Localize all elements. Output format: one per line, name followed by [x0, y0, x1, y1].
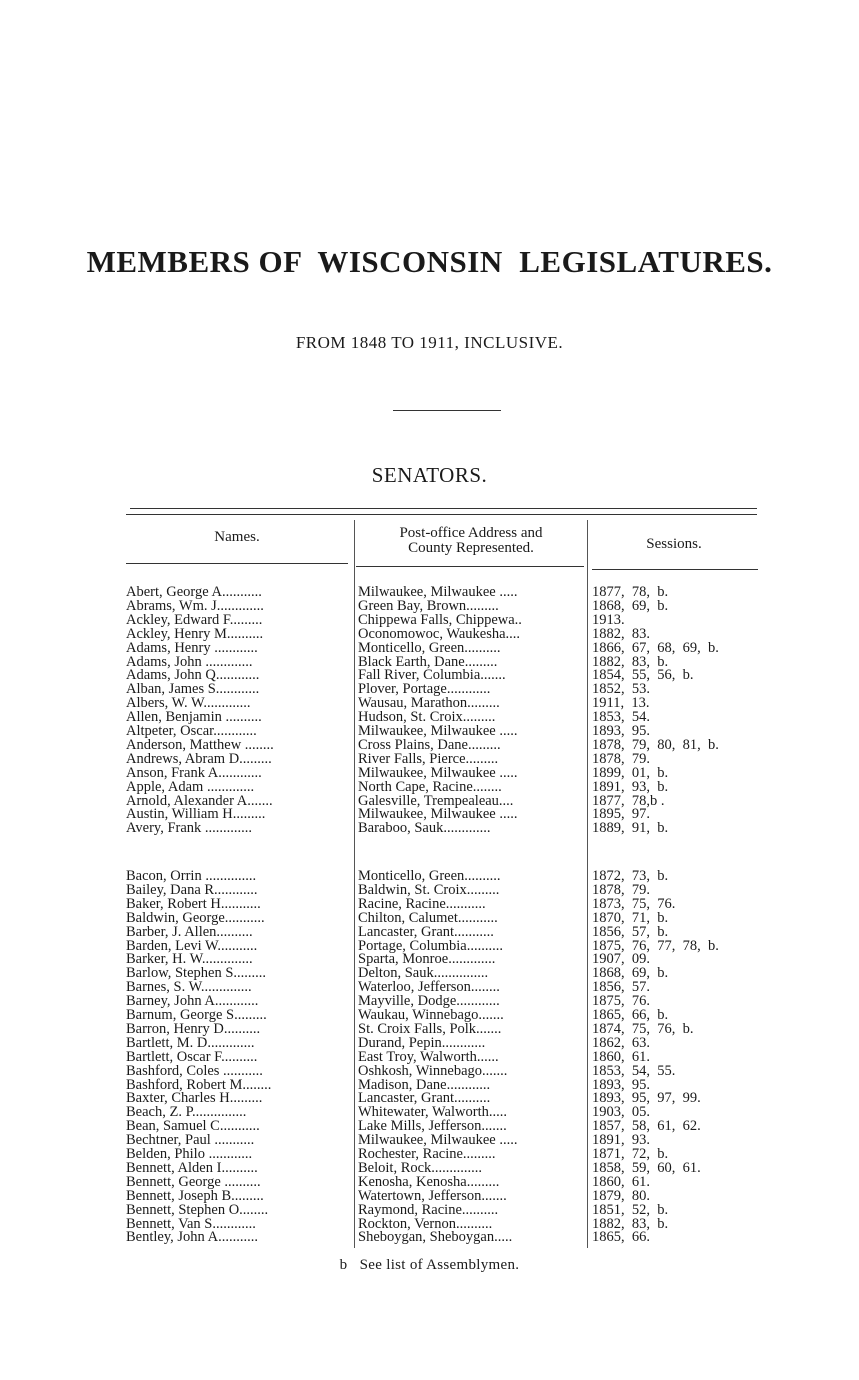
senator-sessions: 1907, 09.	[592, 952, 650, 967]
table-row	[0, 585, 859, 599]
senator-sessions: 1878, 79, 80, 81, b.	[592, 737, 719, 752]
header-address	[356, 526, 586, 556]
senator-sessions: 1882, 83, b.	[592, 1216, 669, 1231]
table-row	[0, 655, 859, 669]
table-top-rule-2	[126, 514, 757, 515]
table-row	[0, 1175, 859, 1189]
senator-name: Baxter, Charles H.........	[126, 1091, 263, 1106]
senator-name: Andrews, Abram D.........	[126, 751, 272, 766]
senator-address: Chilton, Calumet...........	[358, 910, 498, 925]
senator-sessions: 1865, 66, b.	[592, 1008, 669, 1022]
senator-sessions: 1878, 79.	[592, 882, 650, 897]
senator-address: Baraboo, Sauk.............	[358, 821, 491, 836]
senator-name: Bennett, Van S............	[126, 1216, 256, 1231]
senator-name: Barnum, George S.........	[126, 1008, 267, 1022]
table-row	[0, 1036, 859, 1050]
senator-sessions: 1882, 83.	[592, 626, 650, 641]
table-row	[0, 668, 859, 682]
table-row	[0, 821, 859, 835]
senator-address: Oshkosh, Winnebago.......	[358, 1063, 508, 1078]
header-rule	[126, 563, 348, 564]
senator-address: Milwaukee, Milwaukee .....	[358, 765, 518, 780]
senator-sessions: 1913.	[592, 612, 625, 627]
table-row	[0, 1008, 859, 1022]
table-row	[0, 696, 859, 710]
senator-name: Baker, Robert H...........	[126, 896, 261, 911]
senator-sessions: 1878, 79.	[592, 751, 650, 766]
senator-address: Cross Plains, Dane.........	[358, 737, 501, 752]
senator-address: Hudson, St. Croix.........	[358, 710, 496, 725]
table-row	[0, 1078, 859, 1092]
senator-name: Beach, Z. P...............	[126, 1105, 247, 1120]
table-row	[0, 1022, 859, 1036]
senator-address: North Cape, Racine........	[358, 779, 502, 794]
senator-name: Bennett, Stephen O........	[126, 1202, 269, 1217]
senator-address: Whitewater, Walworth.....	[358, 1105, 507, 1120]
senator-address: Lancaster, Grant...........	[358, 924, 494, 939]
senator-sessions: 1853, 54, 55.	[592, 1063, 676, 1078]
table-row	[0, 911, 859, 925]
senator-name: Bashford, Robert M........	[126, 1077, 272, 1092]
senator-name: Barber, J. Allen..........	[126, 924, 253, 939]
table-row	[0, 1217, 859, 1231]
senator-address: Lancaster, Grant..........	[358, 1091, 491, 1106]
table-row	[0, 752, 859, 766]
senator-sessions: 1879, 80.	[592, 1188, 650, 1203]
senator-name: Baldwin, George...........	[126, 910, 265, 925]
senator-sessions: 1899, 01, b.	[592, 765, 669, 780]
senator-address: Monticello, Green..........	[358, 640, 501, 655]
senator-address: Rochester, Racine.........	[358, 1147, 496, 1161]
header-rule	[592, 569, 758, 570]
senator-sessions: 1871, 72, b.	[592, 1147, 669, 1161]
footnote: b See list of Assemblymen.	[339, 1257, 520, 1273]
senator-sessions: 1860, 61.	[592, 1049, 650, 1064]
senator-address: Delton, Sauk...............	[358, 966, 489, 981]
table-row	[0, 682, 859, 696]
senator-address: Waukau, Winnebago.......	[358, 1008, 504, 1022]
senator-name: Bennett, George ..........	[126, 1174, 261, 1189]
senator-name: Barnes, S. W..............	[126, 980, 252, 995]
table-row	[0, 966, 859, 980]
table-row	[0, 724, 859, 738]
table-row	[0, 952, 859, 966]
senator-sessions: 1903, 05.	[592, 1105, 650, 1120]
senator-sessions: 1865, 66.	[592, 1230, 650, 1245]
senator-name: Altpeter, Oscar............	[126, 724, 257, 738]
senator-sessions: 1851, 52, b.	[592, 1202, 669, 1217]
table-row	[0, 613, 859, 627]
senator-address: Galesville, Trempealeau....	[358, 793, 514, 808]
senator-sessions: 1895, 97.	[592, 807, 650, 822]
senator-address: Durand, Pepin............	[358, 1035, 486, 1050]
title-divider	[393, 410, 501, 411]
table-row	[0, 794, 859, 808]
senator-sessions: 1858, 59, 60, 61.	[592, 1160, 701, 1175]
senator-address: Madison, Dane............	[358, 1077, 491, 1092]
senator-sessions: 1893, 95.	[592, 724, 650, 738]
senator-sessions: 1866, 67, 68, 69, b.	[592, 640, 719, 655]
senator-name: Albers, W. W.............	[126, 696, 251, 711]
table-row	[0, 883, 859, 897]
senator-sessions: 1877, 78,b .	[592, 793, 665, 808]
senator-address: Baldwin, St. Croix.........	[358, 882, 500, 897]
senator-sessions: 1854, 55, 56, b.	[592, 668, 694, 683]
senator-sessions: 1856, 57.	[592, 980, 650, 995]
table-row	[0, 1133, 859, 1147]
senator-sessions: 1852, 53.	[592, 682, 650, 697]
senator-sessions: 1860, 61.	[592, 1174, 650, 1189]
senator-name: Bennett, Joseph B.........	[126, 1188, 264, 1203]
header-address-line1: Post-office Address and	[399, 525, 543, 541]
senator-name: Arnold, Alexander A.......	[126, 793, 273, 808]
senator-address: St. Croix Falls, Polk.......	[358, 1021, 502, 1036]
header-sessions: Sessions.	[646, 536, 702, 552]
senator-sessions: 1875, 76.	[592, 994, 650, 1009]
table-row	[0, 897, 859, 911]
table-row	[0, 599, 859, 613]
senator-name: Austin, William H.........	[126, 807, 266, 822]
section-heading: SENATORS.	[371, 463, 488, 487]
senator-name: Abert, George A...........	[126, 585, 262, 599]
senator-name: Bartlett, M. D.............	[126, 1035, 255, 1050]
senator-address: Sheboygan, Sheboygan.....	[358, 1230, 513, 1245]
senator-sessions: 1911, 13.	[592, 696, 650, 711]
senator-sessions: 1877, 78, b.	[592, 585, 669, 599]
senator-address: Chippewa Falls, Chippewa..	[358, 612, 522, 627]
senator-sessions: 1889, 91, b.	[592, 821, 669, 836]
senator-address: Milwaukee, Milwaukee .....	[358, 724, 518, 738]
senator-sessions: 1891, 93, b.	[592, 779, 669, 794]
senator-name: Alban, James S............	[126, 682, 260, 697]
table-row	[0, 627, 859, 641]
page-title: MEMBERS OF WISCONSIN LEGISLATURES.	[86, 244, 773, 279]
senator-sessions: 1873, 75, 76.	[592, 896, 676, 911]
senator-name: Abrams, Wm. J.............	[126, 598, 264, 613]
senator-name: Avery, Frank .............	[126, 821, 253, 836]
senator-name: Apple, Adam .............	[126, 779, 255, 794]
senator-name: Adams, John Q............	[126, 668, 260, 683]
senator-name: Barden, Levi W...........	[126, 938, 258, 953]
senator-address: Milwaukee, Milwaukee .....	[358, 807, 518, 822]
senator-address: Beloit, Rock..............	[358, 1160, 483, 1175]
table-row	[0, 1230, 859, 1244]
senator-address: Raymond, Racine..........	[358, 1202, 499, 1217]
table-row	[0, 641, 859, 655]
senator-sessions: 1868, 69, b.	[592, 598, 669, 613]
senator-name: Bentley, John A...........	[126, 1230, 258, 1245]
senator-name: Ackley, Edward F.........	[126, 612, 263, 627]
table-row	[0, 1050, 859, 1064]
senator-address: Rockton, Vernon..........	[358, 1216, 493, 1231]
table-row	[0, 1147, 859, 1161]
senator-address: Kenosha, Kenosha.........	[358, 1174, 500, 1189]
senator-address: Portage, Columbia..........	[358, 938, 503, 953]
senator-address: Black Earth, Dane.........	[358, 654, 498, 669]
senator-name: Barron, Henry D..........	[126, 1021, 261, 1036]
senator-name: Belden, Philo ............	[126, 1147, 253, 1161]
senator-address: Milwaukee, Milwaukee .....	[358, 585, 518, 599]
senator-name: Allen, Benjamin ..........	[126, 710, 262, 725]
senator-name: Ackley, Henry M..........	[126, 626, 264, 641]
senator-sessions: 1893, 95.	[592, 1077, 650, 1092]
senator-address: East Troy, Walworth......	[358, 1049, 499, 1064]
senator-address: Green Bay, Brown.........	[358, 598, 499, 613]
senator-address: Lake Mills, Jefferson.......	[358, 1119, 507, 1134]
table-row	[0, 766, 859, 780]
senator-sessions: 1856, 57, b.	[592, 924, 669, 939]
senator-name: Adams, John .............	[126, 654, 253, 669]
senator-name: Bennett, Alden I..........	[126, 1160, 258, 1175]
senator-address: Fall River, Columbia.......	[358, 668, 506, 683]
senator-name: Bacon, Orrin ..............	[126, 869, 257, 883]
senator-address: Monticello, Green..........	[358, 869, 501, 883]
table-row	[0, 925, 859, 939]
senator-name: Anson, Frank A............	[126, 765, 262, 780]
senator-name: Bashford, Coles ...........	[126, 1063, 263, 1078]
table-row	[0, 1064, 859, 1078]
table-row	[0, 1189, 859, 1203]
senator-sessions: 1882, 83, b.	[592, 654, 669, 669]
table-row	[0, 1161, 859, 1175]
table-row	[0, 980, 859, 994]
senator-sessions: 1868, 69, b.	[592, 966, 669, 981]
senator-name: Bean, Samuel C...........	[126, 1119, 260, 1134]
senator-address: Waterloo, Jefferson........	[358, 980, 500, 995]
senator-address: Wausau, Marathon.........	[358, 696, 500, 711]
table-row	[0, 780, 859, 794]
senator-address: Mayville, Dodge............	[358, 994, 500, 1009]
senator-sessions: 1870, 71, b.	[592, 910, 669, 925]
senator-name: Barker, H. W..............	[126, 952, 253, 967]
senator-sessions: 1862, 63.	[592, 1035, 650, 1050]
senator-address: Racine, Racine...........	[358, 896, 486, 911]
senator-sessions: 1893, 95, 97, 99.	[592, 1091, 701, 1106]
senator-sessions: 1874, 75, 76, b.	[592, 1021, 694, 1036]
header-names: Names.	[214, 529, 260, 545]
senator-address: Plover, Portage............	[358, 682, 491, 697]
senator-name: Barlow, Stephen S.........	[126, 966, 267, 981]
senator-sessions: 1853, 54.	[592, 710, 650, 725]
senator-name: Bartlett, Oscar F..........	[126, 1049, 258, 1064]
senator-name: Barney, John A............	[126, 994, 259, 1009]
senator-name: Adams, Henry ............	[126, 640, 258, 655]
senator-sessions: 1857, 58, 61, 62.	[592, 1119, 701, 1134]
table-row	[0, 738, 859, 752]
senator-sessions: 1872, 73, b.	[592, 869, 669, 883]
senator-name: Bechtner, Paul ...........	[126, 1133, 255, 1148]
header-address-line2: County Represented.	[408, 540, 534, 556]
table-top-rule	[130, 508, 757, 509]
table-row	[0, 710, 859, 724]
page-subtitle: FROM 1848 TO 1911, INCLUSIVE.	[295, 333, 564, 352]
senator-address: River Falls, Pierce.........	[358, 751, 499, 766]
table-row	[0, 869, 859, 883]
table-row	[0, 1203, 859, 1217]
senator-address: Milwaukee, Milwaukee .....	[358, 1133, 518, 1148]
senator-address: Oconomowoc, Waukesha....	[358, 626, 521, 641]
table-row	[0, 1105, 859, 1119]
table-row	[0, 1119, 859, 1133]
table-row	[0, 994, 859, 1008]
senator-sessions: 1891, 93.	[592, 1133, 650, 1148]
senator-address: Watertown, Jefferson.......	[358, 1188, 507, 1203]
header-rule	[356, 566, 584, 567]
senator-address: Sparta, Monroe.............	[358, 952, 496, 967]
table-row	[0, 807, 859, 821]
senator-name: Bailey, Dana R............	[126, 882, 258, 897]
senator-name: Anderson, Matthew ........	[126, 737, 274, 752]
table-row	[0, 1091, 859, 1105]
senator-sessions: 1875, 76, 77, 78, b.	[592, 938, 719, 953]
table-row	[0, 939, 859, 953]
